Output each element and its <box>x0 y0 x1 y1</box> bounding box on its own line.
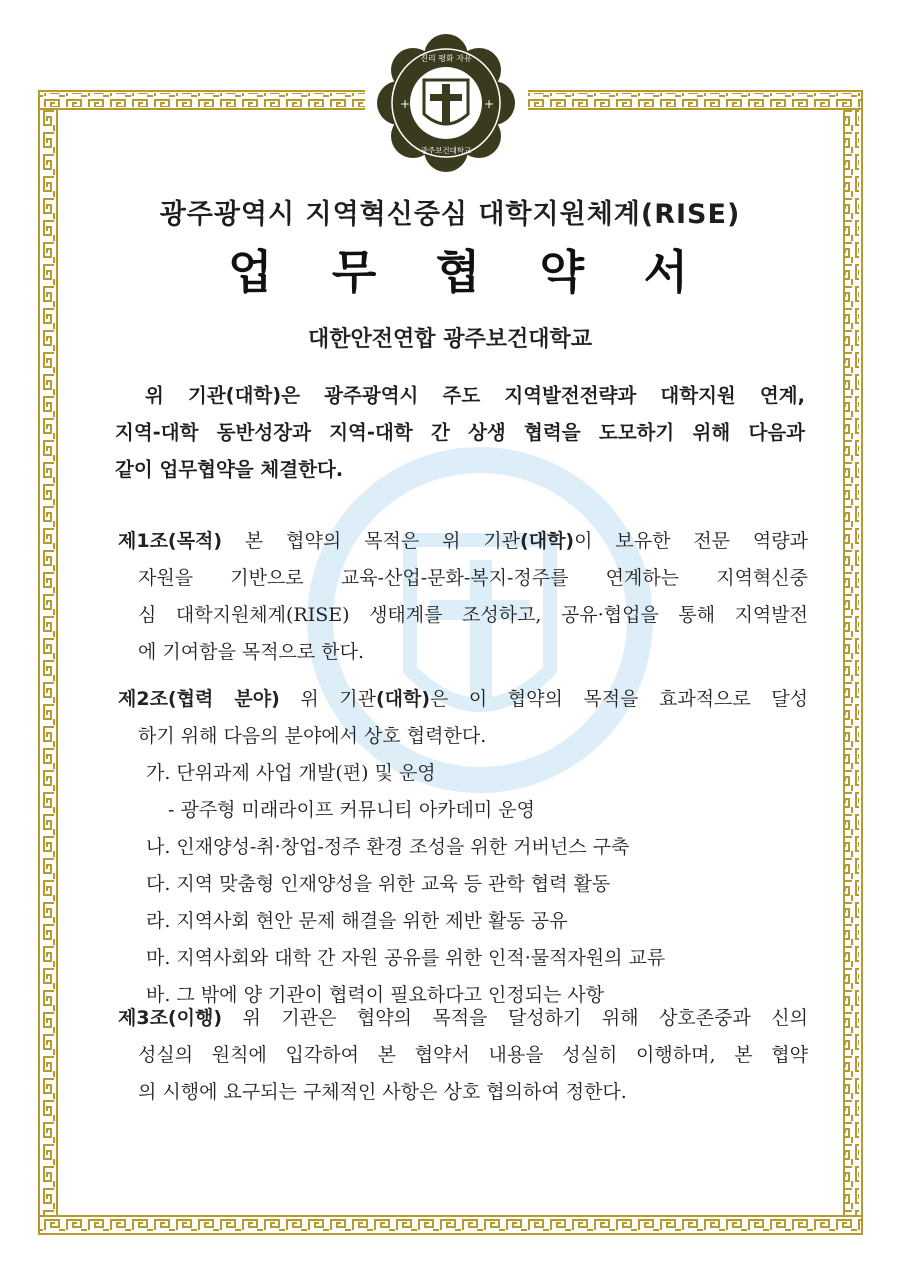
article-2-line: 하기 위해 다음의 분야에서 상호 협력한다. <box>138 725 487 747</box>
university-emblem <box>370 28 522 178</box>
article-3-line: 의 시행에 요구되는 구체적인 사항은 상호 협의하여 정한다. <box>138 1081 627 1103</box>
article-3 <box>118 1000 808 1111</box>
cooperation-items <box>118 755 808 1014</box>
article-3-line: 성실의 원칙에 입각하여 본 협약서 내용을 성실히 이행하며, 본 협약 <box>138 1044 808 1066</box>
list-item: 바. 그 밖에 양 기관이 협력이 필요하다고 인정되는 사항 <box>146 984 605 1006</box>
list-sub-item: - 광주형 미래라이프 커뮤니티 아카데미 운영 <box>168 799 535 821</box>
article-1-text: 본 협약의 목적은 위 기관 <box>222 530 521 552</box>
article-1-line: 에 기여함을 목적으로 한다. <box>138 641 365 663</box>
list-item: 나. 인재양성-취·창업-정주 환경 조성을 위한 거버넌스 구축 <box>146 836 630 858</box>
svg-text:광주보건대학교: 광주보건대학교 <box>420 146 472 155</box>
list-item: 다. 지역 맞춤형 인재양성을 위한 교육 등 관학 협력 활동 <box>146 873 611 895</box>
preamble <box>115 377 805 488</box>
title-char: 약 <box>539 245 585 299</box>
article-1-line: 심 대학지원체계(RISE) 생태계를 조성하고, 공유·협업을 통해 지역발전 <box>138 604 808 626</box>
article-2-text: 은 이 협약의 목적을 효과적으로 달성 <box>430 688 808 710</box>
article-1-line <box>118 523 808 560</box>
article-2-emphasis: (대학) <box>375 688 431 710</box>
preamble-line: 지역-대학 동반성장과 지역-대학 간 상생 협력을 도모하기 위해 다음과 <box>115 421 805 444</box>
article-3-line <box>118 1000 808 1037</box>
article-2 <box>118 681 808 1014</box>
title-char: 업 <box>228 245 273 299</box>
list-item: 가. 단위과제 사업 개발(편) 및 운영 <box>146 762 436 784</box>
document-title <box>228 236 688 302</box>
article-2-heading: 제2조(협력 분야) <box>118 688 280 710</box>
list-item: 마. 지역사회와 대학 간 자원 공유를 위한 인적·물적자원의 교류 <box>146 947 666 969</box>
article-3-heading: 제3조(이행) <box>118 1007 223 1029</box>
article-2-text: 위 기관 <box>279 688 376 710</box>
preamble-line: 같이 업무협약을 체결한다. <box>115 458 344 481</box>
title-char: 서 <box>643 245 688 299</box>
preamble-line: 위 기관(대학)은 광주광역시 주도 지역발전전략과 대학지원 연계, <box>145 384 805 407</box>
svg-text:진리 평화 자유: 진리 평화 자유 <box>420 54 472 63</box>
article-1-line: 자원을 기반으로 교육-산업-문화-복지-정주를 연계하는 지역혁신중 <box>138 567 808 589</box>
article-1-emphasis: (대학) <box>520 530 575 552</box>
svg-text:+: + <box>484 97 495 111</box>
list-item: 라. 지역사회 현안 문제 해결을 위한 제반 활동 공유 <box>146 910 568 932</box>
title-char: 무 <box>331 245 377 299</box>
document-subtitle: 광주광역시 지역혁신중심 대학지원체계(RISE) <box>159 199 741 230</box>
svg-text:+: + <box>400 97 411 111</box>
article-3-text: 위 기관은 협약의 목적을 달성하기 위해 상호존중과 신의 <box>222 1007 808 1029</box>
title-char: 협 <box>435 245 481 299</box>
article-1-heading: 제1조(목적) <box>118 530 223 552</box>
article-1-text: 이 보유한 전문 역량과 <box>574 530 808 552</box>
contracting-parties: 대한안전연합 광주보건대학교 <box>308 327 592 352</box>
article-1 <box>118 523 808 671</box>
article-2-line <box>118 681 808 718</box>
